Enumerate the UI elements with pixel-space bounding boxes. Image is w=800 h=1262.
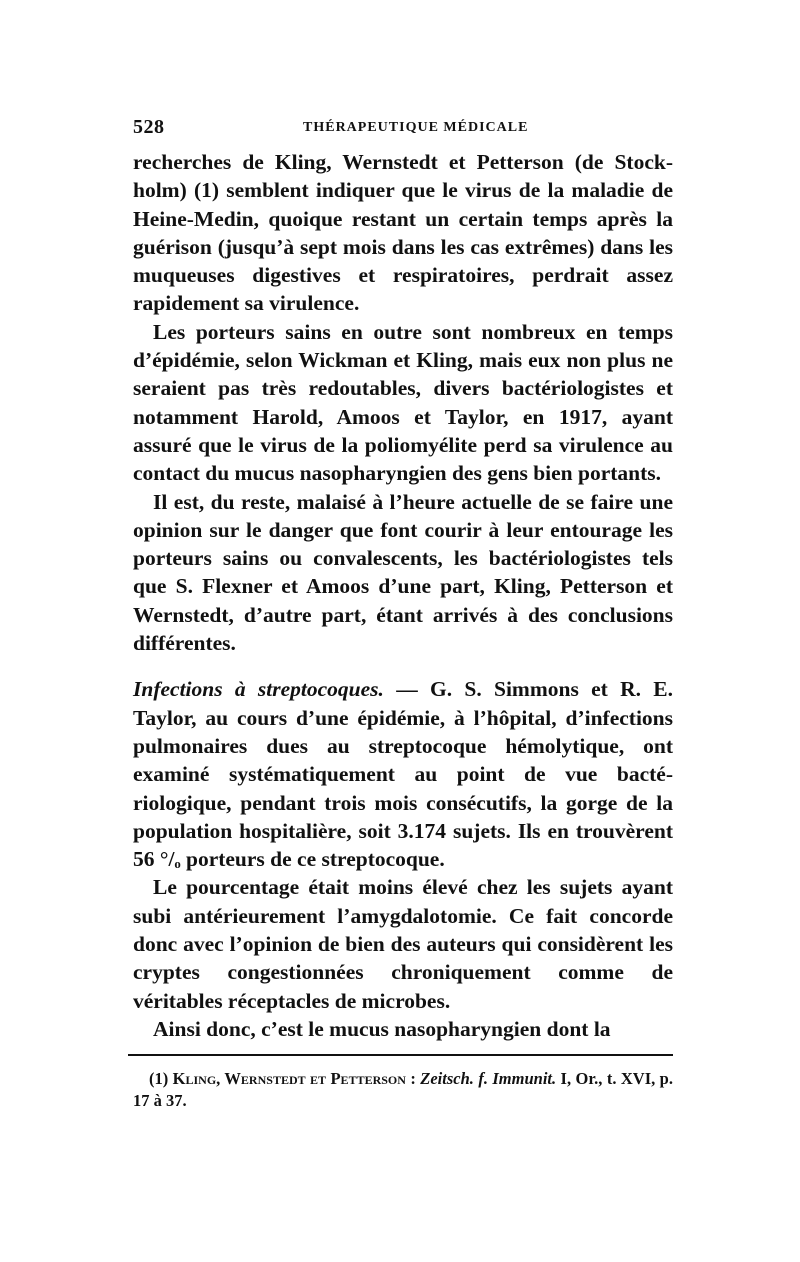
- page-number: 528: [133, 116, 165, 138]
- footnote-journal: Zeitsch. f. Immunit.: [420, 1069, 557, 1088]
- running-title: THÉRAPEUTIQUE MÉDICALE: [303, 120, 529, 135]
- footnote-1: [133, 1068, 673, 1112]
- paragraph-5: Le pourcentage était moins élevé chez les sujets ayant subi antérieurement l’amygdalotomie. Ce fait concorde donc avec l’opinion de bien des auteurs qui considèrent les cryptes congestionnées chroniquement comme de véritables réceptacles de microbes.: [133, 875, 673, 1013]
- footnote-details: I, Or., t. XVI, p. 17 à 37.: [133, 1069, 673, 1110]
- footnote-separator: :: [405, 1069, 421, 1088]
- footnote-marker: (1): [149, 1069, 173, 1088]
- paragraph-6: Ainsi donc, c’est le mucus nasopharyngien dont la: [153, 1016, 611, 1041]
- page-header: [133, 116, 673, 140]
- section-title: Infections à streptocoques.: [133, 677, 384, 702]
- footnote-authors: Kling, Wernstedt et Petterson: [172, 1069, 406, 1088]
- section-gap: [133, 657, 673, 675]
- paragraph-4-text: — G. S. Simmons et R. E. Taylor, au cours d’une épidémie, à l’hôpital, d’infections pulmonaires dues au streptocoque hémolytique, ont examiné systématiquement au point de vue bactériologique, pendant trois mois consécutifs, la gorge de la population hospitalière, soit 3.174 sujets. Ils en trouvèrent 56 °/ₒ porteurs de ce streptocoque.: [133, 677, 673, 872]
- paragraph-1: recherches de Kling, Wernstedt et Petterson (de Stockholm) (1) semblent indiquer que le virus de la maladie de Heine-Medin, quoique restant un certain temps après la guérison (jusqu’à sept mois dans les cas extrêmes) dans les muqueuses digestives et respiratoires, perdrait assez rapidement sa virulence.: [133, 150, 673, 316]
- footnote-rule: [128, 1054, 673, 1056]
- paragraph-3: Il est, du reste, malaisé à l’heure actuelle de se faire une opinion sur le danger que font courir à leur entourage les porteurs sains ou convalescents, les bactériologistes tels que S. Flexner et Amoos d’une part, Kling, Petterson et Wernstedt, d’autre part, étant arrivés à des conclusions différentes.: [133, 489, 673, 656]
- body-text: [133, 148, 673, 1043]
- paragraph-4: [133, 675, 673, 873]
- paragraph-2: Les porteurs sains en outre sont nombreux en temps d’épidémie, selon Wickman et Kling, mais eux non plus ne seraient pas très redoutables, divers bactériologistes et notamment Harold, Amoos et Taylor, en 1917, ayant assuré que le virus de la poliomyélite perd sa virulence au contact du mucus nasopharyngien des gens bien portants.: [133, 319, 673, 486]
- footnotes: [133, 1068, 673, 1112]
